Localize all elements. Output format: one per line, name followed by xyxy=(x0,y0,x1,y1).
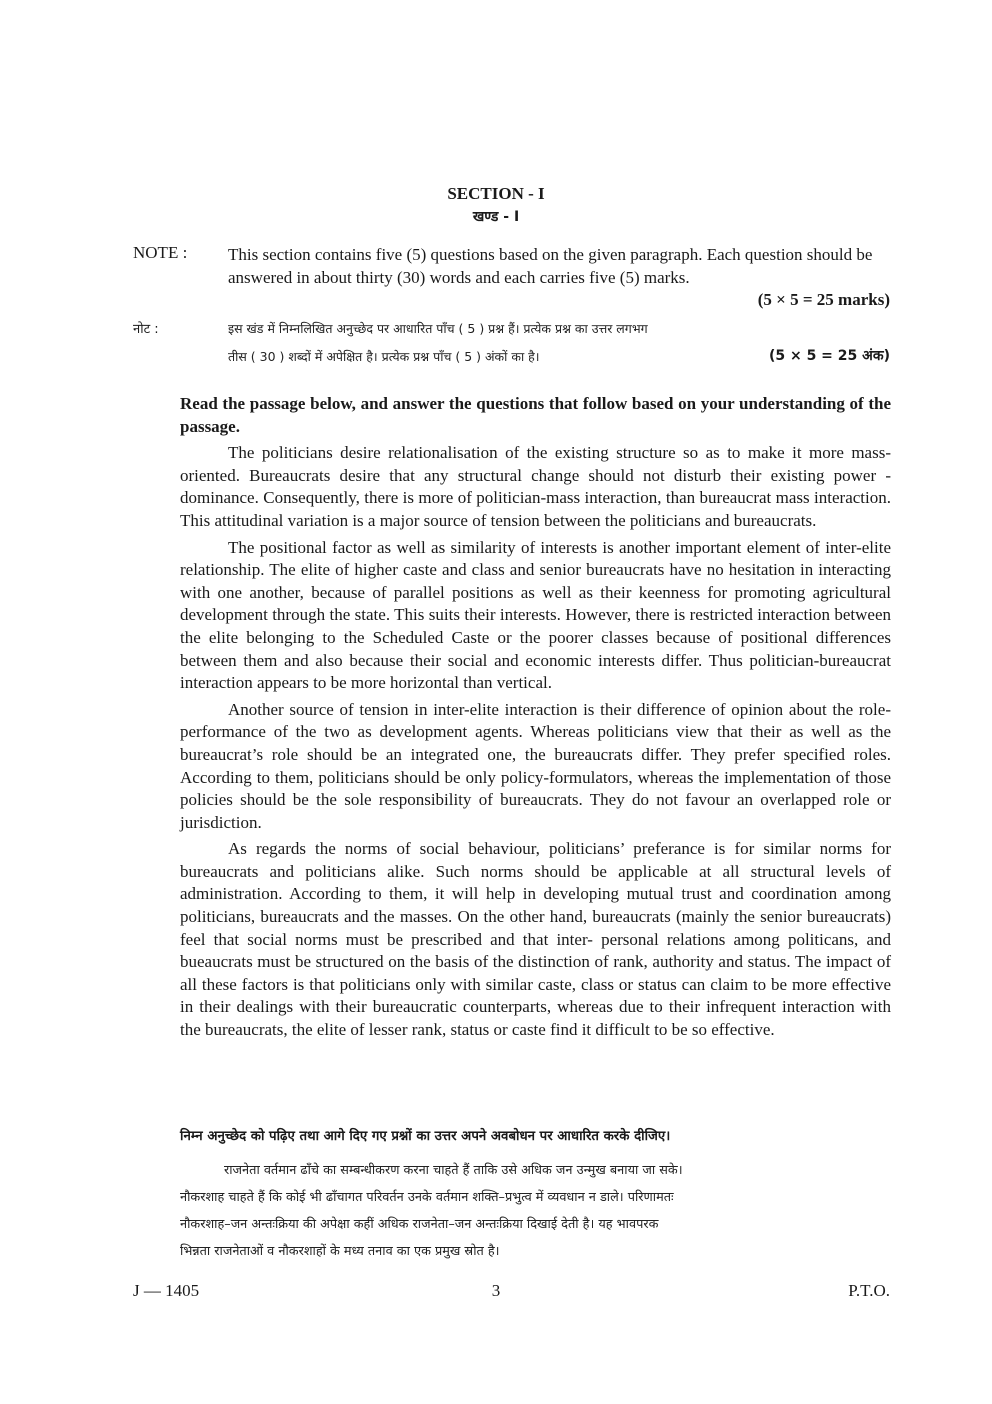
note-text: This section contains five (5) questions based on the given paragraph. Each question should be answered in about thirty (30) words and each carries five (5) marks. xyxy=(228,245,873,287)
section-title-hindi: खण्ड - I xyxy=(472,209,520,225)
page-number: 3 xyxy=(491,1281,501,1300)
section-title: SECTION - I xyxy=(447,184,545,203)
note-text-hindi-line2: तीस ( 30 ) शब्दों में अपेक्षित है। प्रत्येक प्रश्न पाँच ( 5 ) अंकों का है। xyxy=(228,349,540,364)
hindi-passage-line-2: नौकरशाह चाहते हैं कि कोई भी ढाँचागत परिवर्तन उनके वर्तमान शक्ति–प्रभुत्व में व्यवधान न डाले। परिणामतः xyxy=(180,1190,674,1205)
hindi-passage-line-1: राजनेता वर्तमान ढाँचे का सम्बन्धीकरण करना चाहते हैं ताकि उसे अधिक जन उन्मुख बनाया जा सके। xyxy=(224,1163,683,1178)
note-label-hindi: नोट : xyxy=(133,322,159,337)
passage-paragraph-4: As regards the norms of social behaviour, politicians’ preferance is for similar norms for bureaucrats and politicians alike. Such norms should be applicable at all structural levels of administration. According to them, it will help in developing mutual trust and coordination among politicians, bureaucrats and the masses. On the other hand, bureaucrats (mainly the senior bureaucrats) feel that social norms must be prescribed and that inter- personal relations among politicans, and bueaucrats must be structured on the basis of the distinction of rank, authority and status. The impact of all these factors is that politicians only with similar caste, class or status can claim to be more effective in their dealings with their bureaucratic counterparts, whereas due to their infrequent interaction with the bureaucrats, the elite of lesser rank, status or caste find it difficult to be so effective. xyxy=(180,839,891,1040)
hindi-passage-line-4: भिन्नता राजनेताओं व नौकरशाहों के मध्य तनाव का एक प्रमुख स्रोत है। xyxy=(180,1244,500,1259)
note-label: NOTE : xyxy=(133,243,188,262)
note-text-hindi-line1: इस खंड में निम्नलिखित अनुच्छेद पर आधारित पाँच ( 5 ) प्रश्न हैं। प्रत्येक प्रश्न का उत्तर लगभग xyxy=(228,321,648,336)
note-marks: (5 × 5 = 25 marks) xyxy=(757,290,890,309)
passage xyxy=(180,393,891,1042)
passage-paragraph-2: The positional factor as well as similarity of interests is another important element of inter-elite relationship. The elite of higher caste and class and senior bureaucrats have no hesitation in interacting with one another, because of parallel positions as well as their keenness for promoting agricultural development through the state. This suits their interests. However, there is restricted interaction between the elite belonging to the Scheduled Caste or the poorer classes because of positional differences between them and also because their social and economic interests differ. Thus politician-bureaucrat interaction appears to be more horizontal than vertical. xyxy=(180,537,891,693)
hindi-instruction: निम्न अनुच्छेद को पढ़िए तथा आगे दिए गए प्रश्नों का उत्तर अपने अवबोधन पर आधारित करके दीजिए। xyxy=(180,1129,671,1144)
pto-label: P.T.O. xyxy=(848,1281,890,1300)
passage-paragraph-1: The politicians desire relationalisation of the existing structure so as to make it more mass-oriented. Bureaucrats desire that any structural change should not disturb their existing power - dominance. Consequently, there is more of politician-mass interaction, than bureaucrat mass interaction. This attitudinal variation is a major source of tension between the politicians and bureaucrats. xyxy=(180,443,891,530)
note-marks-hindi: (5 × 5 = 25 अंक) xyxy=(768,348,890,364)
passage-instruction: Read the passage below, and answer the questions that follow based on your understanding of the passage. xyxy=(180,394,891,436)
passage-paragraph-3: Another source of tension in inter-elite interaction is their difference of opinion about the role-performance of the two as development agents. Whereas politicians view that their as well as the bureaucrat’s role should be an integrated one, the bureaucrats differ. They prefer specified roles. According to them, politicians should be only policy-formulators, whereas the implementation of those policies should be the sole responsibility of bureaucrats. They do not favour an overlapped role or jurisdiction. xyxy=(180,699,891,832)
paper-code: J — 1405 xyxy=(133,1281,200,1300)
hindi-passage-line-3: नौकरशाह–जन अन्तःक्रिया की अपेक्षा कहीं अधिक राजनेता–जन अन्तःक्रिया दिखाई देती है। यह भावपरक xyxy=(180,1217,659,1232)
